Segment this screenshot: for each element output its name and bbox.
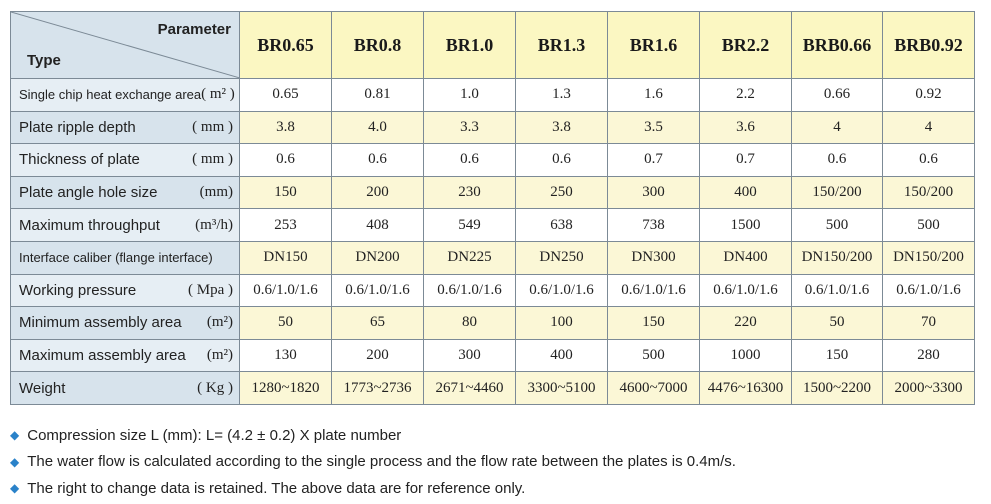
- value-cell: 408: [332, 209, 424, 242]
- table-row: [11, 209, 975, 242]
- value-cell: 3.3: [424, 111, 516, 144]
- value-cell: 3.6: [700, 111, 792, 144]
- notes-list: [10, 422, 736, 502]
- parameter-name: Weight: [19, 379, 66, 397]
- parameter-name: Single chip heat exchange area: [19, 87, 202, 103]
- diamond-bullet-icon: ◆: [10, 428, 20, 443]
- table-row: [11, 339, 975, 372]
- value-cell: 400: [516, 339, 608, 372]
- parameter-cell: [11, 144, 240, 177]
- parameter-unit: ( Kg ): [197, 379, 233, 396]
- value-cell: 0.6/1.0/1.6: [516, 274, 608, 307]
- value-cell: 4: [883, 111, 975, 144]
- value-cell: 2671~4460: [424, 372, 516, 405]
- parameter-cell: [11, 339, 240, 372]
- parameter-cell: [11, 209, 240, 242]
- diamond-bullet-icon: ◆: [10, 481, 20, 496]
- value-cell: DN300: [608, 241, 700, 274]
- value-cell: 0.6/1.0/1.6: [792, 274, 883, 307]
- value-cell: 0.65: [240, 79, 332, 112]
- model-header-cell: BR1.6: [608, 12, 700, 79]
- corner-label-parameter: Parameter: [157, 21, 231, 38]
- parameter-cell: [11, 241, 240, 274]
- value-cell: 1500~2200: [792, 372, 883, 405]
- value-cell: 0.92: [883, 79, 975, 112]
- value-cell: 200: [332, 176, 424, 209]
- parameter-name: Plate ripple depth: [19, 118, 136, 136]
- value-cell: 3.5: [608, 111, 700, 144]
- value-cell: 4476~16300: [700, 372, 792, 405]
- parameter-unit: ( mm ): [192, 118, 233, 135]
- value-cell: 150: [608, 307, 700, 340]
- model-header-cell: BR1.0: [424, 12, 516, 79]
- value-cell: DN150/200: [883, 241, 975, 274]
- value-cell: 0.81: [332, 79, 424, 112]
- header-row: [11, 12, 975, 79]
- diamond-bullet-icon: ◆: [10, 454, 20, 469]
- parameter-name: Plate angle hole size: [19, 184, 158, 202]
- model-header-cell: BR0.8: [332, 12, 424, 79]
- value-cell: 0.6: [883, 144, 975, 177]
- value-cell: 3.8: [516, 111, 608, 144]
- note-item: [10, 449, 736, 476]
- table-row: [11, 307, 975, 340]
- parameter-unit: (m²): [206, 347, 233, 364]
- parameter-cell: [11, 111, 240, 144]
- value-cell: 0.7: [700, 144, 792, 177]
- value-cell: 70: [883, 307, 975, 340]
- value-cell: 200: [332, 339, 424, 372]
- note-item: [10, 422, 736, 449]
- value-cell: 65: [332, 307, 424, 340]
- value-cell: 4600~7000: [608, 372, 700, 405]
- parameter-cell: [11, 372, 240, 405]
- value-cell: 100: [516, 307, 608, 340]
- value-cell: 3.8: [240, 111, 332, 144]
- value-cell: 500: [792, 209, 883, 242]
- parameter-cell: [11, 176, 240, 209]
- value-cell: 253: [240, 209, 332, 242]
- value-cell: 400: [700, 176, 792, 209]
- value-cell: 0.7: [608, 144, 700, 177]
- value-cell: 1500: [700, 209, 792, 242]
- value-cell: 150: [240, 176, 332, 209]
- value-cell: 1280~1820: [240, 372, 332, 405]
- value-cell: 0.6/1.0/1.6: [700, 274, 792, 307]
- note-text: The right to change data is retained. The above data are for reference only.: [27, 479, 526, 497]
- value-cell: 2.2: [700, 79, 792, 112]
- parameter-cell: [11, 307, 240, 340]
- model-header-cell: BR0.65: [240, 12, 332, 79]
- parameter-unit: ( mm ): [192, 151, 233, 168]
- corner-header-cell: [11, 12, 240, 79]
- value-cell: 2000~3300: [883, 372, 975, 405]
- parameter-name: Interface caliber (flange interface): [19, 250, 213, 266]
- value-cell: 549: [424, 209, 516, 242]
- value-cell: DN150/200: [792, 241, 883, 274]
- table-row: [11, 176, 975, 209]
- model-header-cell: BR2.2: [700, 12, 792, 79]
- value-cell: 130: [240, 339, 332, 372]
- parameter-name: Maximum throughput: [19, 216, 160, 234]
- value-cell: 0.6/1.0/1.6: [883, 274, 975, 307]
- value-cell: 300: [424, 339, 516, 372]
- model-header-cell: BRB0.66: [792, 12, 883, 79]
- model-header-cell: BR1.3: [516, 12, 608, 79]
- table-row: [11, 79, 975, 112]
- parameter-name: Minimum assembly area: [19, 314, 182, 332]
- value-cell: 0.6: [516, 144, 608, 177]
- table-row: [11, 144, 975, 177]
- note-item: [10, 475, 736, 502]
- parameter-unit: (m³/h): [195, 216, 233, 233]
- parameter-cell: [11, 79, 240, 112]
- value-cell: 150: [792, 339, 883, 372]
- table-row: [11, 241, 975, 274]
- parameter-unit: ( m² ): [201, 86, 235, 103]
- parameter-unit: ( Mpa ): [188, 281, 233, 298]
- value-cell: 0.6/1.0/1.6: [608, 274, 700, 307]
- value-cell: 0.6/1.0/1.6: [424, 274, 516, 307]
- value-cell: 0.66: [792, 79, 883, 112]
- value-cell: 280: [883, 339, 975, 372]
- value-cell: 1000: [700, 339, 792, 372]
- table-body: [11, 79, 975, 405]
- parameter-cell: [11, 274, 240, 307]
- value-cell: 50: [240, 307, 332, 340]
- value-cell: 0.6: [240, 144, 332, 177]
- value-cell: 150/200: [883, 176, 975, 209]
- value-cell: 0.6: [332, 144, 424, 177]
- table-row: [11, 372, 975, 405]
- value-cell: 250: [516, 176, 608, 209]
- value-cell: 220: [700, 307, 792, 340]
- value-cell: DN250: [516, 241, 608, 274]
- parameter-unit: (m²): [206, 314, 233, 331]
- value-cell: 500: [883, 209, 975, 242]
- note-text: Compression size L (mm): L= (4.2 ± 0.2) X plate number: [27, 426, 402, 444]
- parameter-name: Thickness of plate: [19, 151, 140, 169]
- value-cell: 1773~2736: [332, 372, 424, 405]
- value-cell: 4.0: [332, 111, 424, 144]
- parameter-name: Maximum assembly area: [19, 347, 186, 365]
- value-cell: 0.6: [424, 144, 516, 177]
- value-cell: 3300~5100: [516, 372, 608, 405]
- value-cell: 0.6: [792, 144, 883, 177]
- value-cell: 1.6: [608, 79, 700, 112]
- value-cell: 50: [792, 307, 883, 340]
- value-cell: 0.6/1.0/1.6: [332, 274, 424, 307]
- value-cell: 150/200: [792, 176, 883, 209]
- table-row: [11, 111, 975, 144]
- value-cell: 638: [516, 209, 608, 242]
- value-cell: DN200: [332, 241, 424, 274]
- note-text: The water flow is calculated according to the single process and the flow rate between the plates is 0.4m/s.: [27, 453, 736, 471]
- value-cell: 80: [424, 307, 516, 340]
- value-cell: 1.3: [516, 79, 608, 112]
- value-cell: 1.0: [424, 79, 516, 112]
- model-header-cell: BRB0.92: [883, 12, 975, 79]
- value-cell: 500: [608, 339, 700, 372]
- value-cell: DN150: [240, 241, 332, 274]
- value-cell: 4: [792, 111, 883, 144]
- corner-label-type: Type: [27, 52, 61, 69]
- parameter-unit: (mm): [199, 184, 233, 201]
- spec-table: [10, 11, 975, 405]
- value-cell: 0.6/1.0/1.6: [240, 274, 332, 307]
- value-cell: DN400: [700, 241, 792, 274]
- table-row: [11, 274, 975, 307]
- parameter-name: Working pressure: [19, 281, 137, 299]
- value-cell: 738: [608, 209, 700, 242]
- value-cell: 230: [424, 176, 516, 209]
- value-cell: DN225: [424, 241, 516, 274]
- value-cell: 300: [608, 176, 700, 209]
